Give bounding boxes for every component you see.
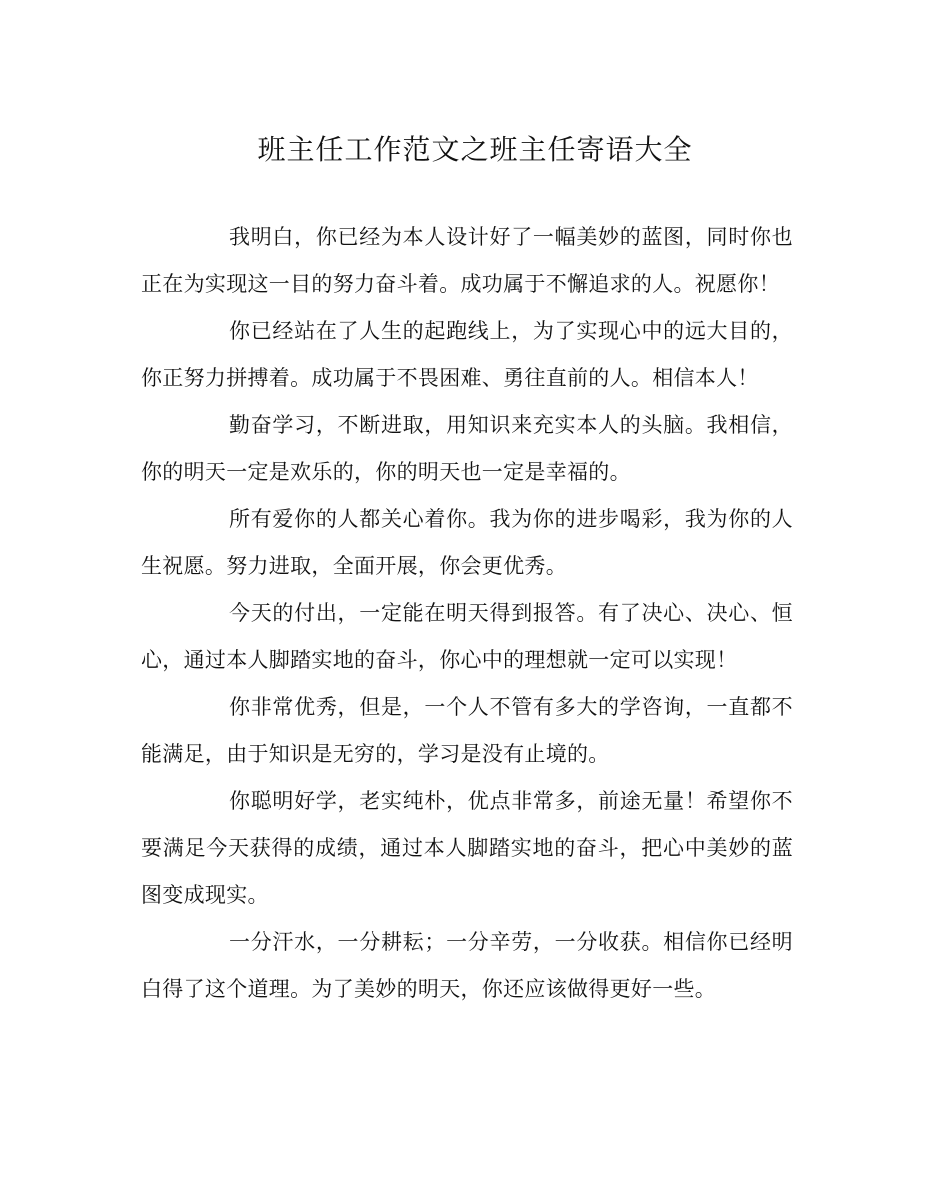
paragraph-1: 我明白，你已经为本人设计好了一幅美妙的蓝图，同时你也正在为实现这一目的努力奋斗着。成功属于不懈追求的人。祝愿你！ [141, 225, 793, 296]
paragraph-2: 你已经站在了人生的起跑线上，为了实现心中的远大目的，你正努力拼搏着。成功属于不畏困难、勇往直前的人。相信本人！ [141, 319, 793, 390]
document-body [141, 214, 793, 1013]
paragraph-4: 所有爱你的人都关心着你。我为你的进步喝彩，我为你的人生祝愿。努力进取，全面开展，你会更优秀。 [141, 507, 793, 578]
paragraph-5: 今天的付出，一定能在明天得到报答。有了决心、决心、恒心，通过本人脚踏实地的奋斗，你心中的理想就一定可以实现！ [141, 601, 793, 672]
paragraph-6: 你非常优秀，但是，一个人不管有多大的学咨询，一直都不能满足，由于知识是无穷的，学习是没有止境的。 [141, 695, 793, 766]
paragraph-8: 一分汗水，一分耕耘；一分辛劳，一分收获。相信你已经明白得了这个道理。为了美妙的明天，你还应该做得更好一些。 [141, 930, 793, 1001]
paragraph-7: 你聪明好学，老实纯朴，优点非常多，前途无量！希望你不要满足今天获得的成绩，通过本人脚踏实地的奋斗，把心中美妙的蓝图变成现实。 [141, 789, 793, 907]
paragraph-3: 勤奋学习，不断进取，用知识来充实本人的头脑。我相信，你的明天一定是欢乐的，你的明天也一定是幸福的。 [141, 413, 793, 484]
document-title: 班主任工作范文之班主任寄语大全 [257, 133, 693, 166]
